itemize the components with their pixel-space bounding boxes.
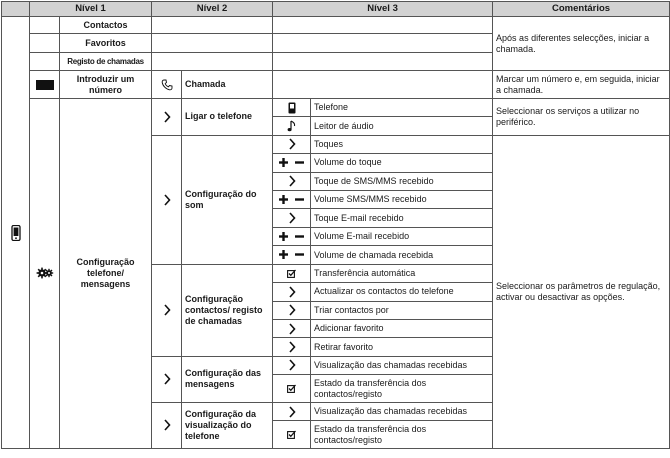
l3-retirar[interactable]: Retirar favorito <box>311 338 493 356</box>
chevron-right-icon-adicionar <box>273 319 311 337</box>
plus-minus-cell-volume-chamada <box>273 246 311 264</box>
chevron-right-icon-mensagens <box>152 356 182 402</box>
plus-icon[interactable] <box>279 250 288 259</box>
l3-telefone[interactable]: Telefone <box>311 98 493 116</box>
chevron-right-icon-toques <box>273 135 311 153</box>
l1-registo[interactable]: Registo de chamadas <box>60 52 152 70</box>
l2-blank-favoritos <box>152 34 273 52</box>
l1-contactos[interactable]: Contactos <box>60 17 152 34</box>
chevron-right-icon-toque-sms <box>273 172 311 190</box>
l3-vis-chamadas-1[interactable]: Visualização das chamadas recebidas <box>311 356 493 374</box>
gear-icon-cell <box>30 98 60 448</box>
chevron-right-icon-retirar <box>273 338 311 356</box>
l3-leitor[interactable]: Leitor de áudio <box>311 117 493 135</box>
checkbox-icon-estado-1[interactable] <box>273 375 311 403</box>
checkbox-icon-estado-2[interactable] <box>273 421 311 449</box>
mobile-phone-icon-cell <box>2 17 30 449</box>
comment-seleccionar-servicos: Seleccionar os serviços a utilizar no periférico. <box>493 98 670 135</box>
l3-volume-chamada[interactable]: Volume de chamada recebida <box>311 246 493 264</box>
l3-toques[interactable]: Toques <box>311 135 493 153</box>
chevron-right-icon-som <box>152 135 182 264</box>
l3-toque-email[interactable]: Toque E-mail recebido <box>311 209 493 227</box>
plus-minus-cell-volume-toque <box>273 154 311 172</box>
l3-actualizar[interactable]: Actualizar os contactos do telefone <box>311 283 493 301</box>
comment-marcar: Marcar um número e, em seguida, iniciar a chamada. <box>493 71 670 99</box>
l2-blank-registo <box>152 52 273 70</box>
l1-introduzir[interactable]: Introduzir um número <box>60 71 152 99</box>
plus-icon[interactable] <box>279 232 288 241</box>
chevron-right-icon-toque-email <box>273 209 311 227</box>
plus-minus-cell-volume-sms <box>273 190 311 208</box>
chevron-right-icon-actualizar <box>273 283 311 301</box>
keypad-icon <box>36 80 54 90</box>
l3-volume-toque[interactable]: Volume do toque <box>311 154 493 172</box>
l2-som[interactable]: Configuração do som <box>182 135 273 264</box>
l3-blank-chamada <box>273 71 493 99</box>
l3-transferencia[interactable]: Transferência automática <box>311 264 493 282</box>
l2-visualizacao[interactable]: Configuração da visualização do telefone <box>182 402 273 448</box>
chevron-right-icon-ligar <box>152 98 182 135</box>
l3-volume-email[interactable]: Volume E-mail recebido <box>311 227 493 245</box>
plus-minus-cell-volume-email <box>273 227 311 245</box>
l1-blank-registo <box>30 52 60 70</box>
l3-toque-sms[interactable]: Toque de SMS/MMS recebido <box>311 172 493 190</box>
plus-icon[interactable] <box>279 195 288 204</box>
comment-apos: Após as diferentes selecções, iniciar a chamada. <box>493 17 670 71</box>
l3-triar[interactable]: Triar contactos por <box>311 301 493 319</box>
music-note-icon <box>273 117 311 135</box>
l3-estado-1[interactable]: Estado da transferência dos contactos/registo <box>311 375 493 403</box>
l3-vis-chamadas-2[interactable]: Visualização das chamadas recebidas <box>311 402 493 420</box>
handset-icon <box>161 79 173 91</box>
keypad-icon-cell <box>30 71 60 99</box>
plus-icon[interactable] <box>279 158 288 167</box>
comment-seleccionar-parametros: Seleccionar os parâmetros de regulação, activar ou desactivar as opções. <box>493 135 670 448</box>
menu-structure-table <box>1 1 670 449</box>
gear-icon <box>36 267 54 279</box>
header-blank <box>2 2 30 17</box>
minus-icon[interactable] <box>295 250 304 259</box>
l3-blank-registo <box>273 52 493 70</box>
l3-blank-contactos <box>273 17 493 34</box>
checkbox-icon-transferencia[interactable] <box>273 264 311 282</box>
minus-icon[interactable] <box>295 195 304 204</box>
l2-contactos-registo[interactable]: Configuração contactos/ registo de chamadas <box>182 264 273 356</box>
header-nivel-3: Nível 3 <box>273 2 493 17</box>
l2-blank-contactos <box>152 17 273 34</box>
header-nivel-2: Nível 2 <box>152 2 273 17</box>
chevron-right-icon-triar <box>273 301 311 319</box>
l2-mensagens[interactable]: Configuração das mensagens <box>182 356 273 402</box>
chevron-right-icon-vis-chamadas-2 <box>273 402 311 420</box>
chevron-right-icon-vis-chamadas-1 <box>273 356 311 374</box>
l2-ligar[interactable]: Ligar o telefone <box>182 98 273 135</box>
l1-favoritos[interactable]: Favoritos <box>60 34 152 52</box>
l1-blank-contactos <box>30 17 60 34</box>
l3-estado-2[interactable]: Estado da transferência dos contactos/registo <box>311 421 493 449</box>
minus-icon[interactable] <box>295 232 304 241</box>
l1-blank-favoritos <box>30 34 60 52</box>
l1-configuracao[interactable]: Configuração telefone/ mensagens <box>60 98 152 448</box>
header-comentarios: Comentários <box>493 2 670 17</box>
header-nivel-1: Nível 1 <box>30 2 152 17</box>
handset-icon-cell <box>152 71 182 99</box>
chevron-right-icon-visualizacao <box>152 402 182 448</box>
minus-icon[interactable] <box>295 158 304 167</box>
l3-adicionar[interactable]: Adicionar favorito <box>311 319 493 337</box>
l2-chamada[interactable]: Chamada <box>182 71 273 99</box>
l3-volume-sms[interactable]: Volume SMS/MMS recebido <box>311 190 493 208</box>
mobile-phone-icon <box>11 225 21 241</box>
chevron-right-icon-contactos-registo <box>152 264 182 356</box>
l3-blank-favoritos <box>273 34 493 52</box>
phone-icon-telefone <box>273 98 311 116</box>
